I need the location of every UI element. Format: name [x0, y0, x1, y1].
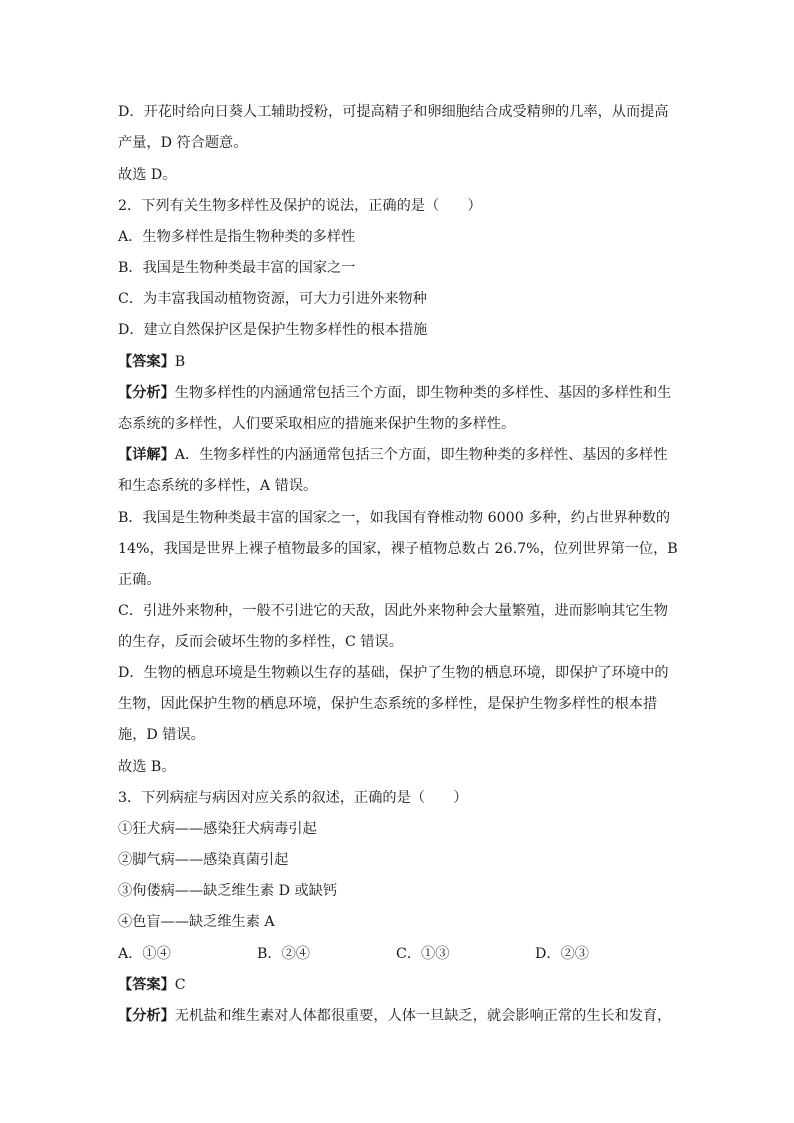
q3-answer-value: C — [174, 977, 186, 993]
q3-item-4: ④色盲——缺乏维生素 A — [118, 914, 275, 930]
q3-item-1: ①狂犬病——感染狂犬病毒引起 — [118, 821, 317, 837]
q2-detail-d-line1: D．生物的栖息环境是生物赖以生存的基础，保护了生物的栖息环境，即保护了环境中的 — [118, 665, 669, 681]
q2-detail-d-line3: 施，D 错误。 — [118, 727, 205, 743]
q2-analysis-text1: 生物多样性的内涵通常包括三个方面，即生物种类的多样性、基因的多样性和生 — [174, 385, 672, 401]
q3-option-a: A．①④ — [118, 946, 171, 962]
q3-answer — [118, 975, 678, 995]
q3-analysis-text1: 无机盐和维生素对人体都很重要，人体一旦缺乏，就会影响正常的生长和发育， — [174, 1008, 672, 1024]
q3-item-2: ②脚气病——感染真菌引起 — [118, 852, 289, 868]
q2-detail-d-line2: 生物，因此保护生物的栖息环境，保护生态系统的多样性，是保护生物多样性的根本措 — [118, 696, 658, 712]
q3-option-d: D．②③ — [535, 946, 589, 962]
q1-option-d-explanation-line2: 产量，D 符合题意。 — [118, 135, 248, 151]
q1-conclusion: 故选 D。 — [118, 167, 177, 183]
q2-detail-a-text1: A．生物多样性的内涵通常包括三个方面，即生物种类的多样性、基因的多样性 — [174, 447, 668, 463]
q1-option-d-explanation-line1: D．开花时给向日葵人工辅助授粉，可提高精子和卵细胞结合成受精卵的几率，从而提高 — [118, 104, 669, 120]
q2-conclusion: 故选 B。 — [118, 759, 176, 775]
q3-analysis-tag: 【分析】 — [118, 1008, 175, 1024]
q2-analysis-line2: 态系统的多样性，人们要采取相应的措施来保护生物的多样性。 — [118, 416, 516, 432]
q3-stem: 3．下列病症与病因对应关系的叙述，正确的是（ ） — [118, 790, 468, 806]
q2-answer — [118, 352, 678, 372]
q2-detail-c-line1: C．引进外来物种，一般不引进它的天敌，因此外来物种会大量繁殖，进而影响其它生物 — [118, 603, 668, 619]
q2-analysis-tag: 【分析】 — [118, 385, 175, 401]
q2-detail-c-line2: 的生存，反而会破坏生物的多样性，C 错误。 — [118, 634, 403, 650]
q2-detail-b-line2: 14%，我国是世界上裸子植物最多的国家，裸子植物总数占 26.7%，位列世界第一位，B — [118, 541, 678, 557]
q2-detail-a-line2: 和生态系统的多样性，A 错误。 — [118, 478, 318, 494]
q2-detail-a-line1 — [118, 445, 678, 465]
q2-detail-b-line3: 正确。 — [118, 572, 161, 588]
q2-analysis-line1 — [118, 383, 678, 403]
q3-analysis-line1 — [118, 1006, 678, 1026]
q2-option-c: C．为丰富我国动植物资源，可大力引进外来物种 — [118, 291, 427, 307]
q3-answer-tag: 【答案】 — [118, 977, 175, 993]
q2-detail-tag: 【详解】 — [118, 447, 175, 463]
q2-detail-b-line1: B．我国是生物种类最丰富的国家之一，如我国有脊椎动物 6000 多种，约占世界种数的 — [118, 510, 671, 526]
q2-answer-tag: 【答案】 — [118, 354, 175, 370]
q3-item-3: ③佝偻病——缺乏维生素 D 或缺钙 — [118, 883, 338, 899]
q2-answer-value: B — [174, 354, 186, 370]
q2-stem: 2．下列有关生物多样性及保护的说法，正确的是（ ） — [118, 198, 482, 214]
q2-option-a: A．生物多样性是指生物种类的多样性 — [118, 229, 356, 245]
q2-option-d: D．建立自然保护区是保护生物多样性的根本措施 — [118, 322, 428, 338]
q3-option-c: C．①③ — [396, 946, 450, 962]
q3-option-b: B．②④ — [257, 946, 310, 962]
q2-option-b: B．我国是生物种类最丰富的国家之一 — [118, 260, 356, 276]
